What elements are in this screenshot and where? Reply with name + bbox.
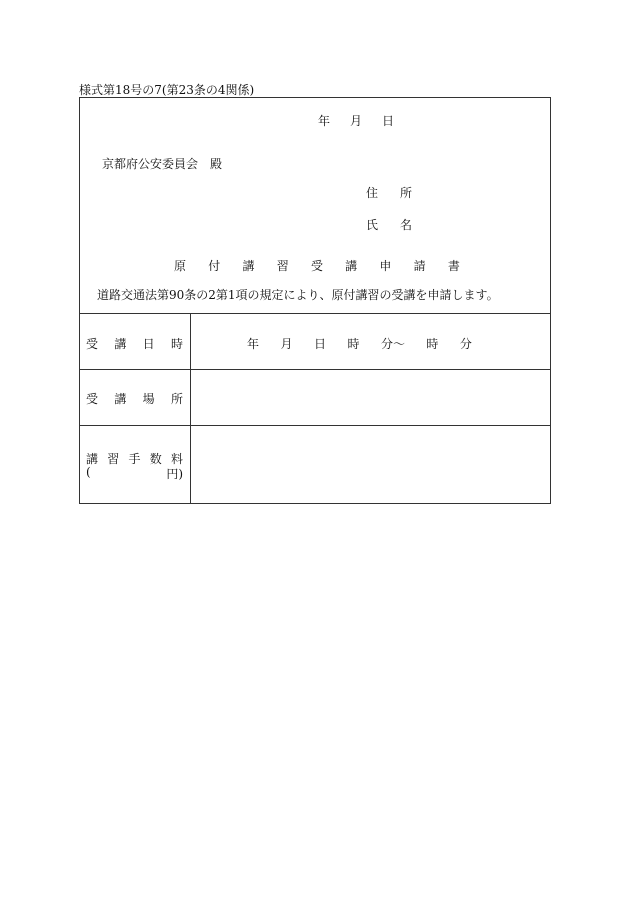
right-edge-mark [550,183,551,239]
month-label: 月 [349,114,362,128]
row-divider-1 [80,369,550,370]
addressee [102,155,222,172]
form-box [79,97,551,504]
form-number: 様式第18号の7(第23条の4関係) [79,83,255,97]
application-statement: 道路交通法第90条の2第1項の規定により、原付講習の受講を申請します。 [97,288,499,302]
fee-yen-line: ( 円) [86,465,183,481]
datetime-value: 年 月 日 時 分〜 時 分 [247,337,472,351]
place-label: 受 講 場 所 [86,392,183,406]
addressee-honorific: 殿 [210,157,223,171]
address-label: 住 所 [366,186,412,200]
name-label: 氏 名 [366,218,412,232]
datetime-label: 受 講 日 時 [86,337,183,351]
addressee-name: 京都府公安委員会 [102,157,199,171]
form-title: 原 付 講 習 受 講 申 請 書 [174,259,460,273]
row-divider-2 [80,425,550,426]
column-divider [190,313,191,504]
year-label: 年 [318,114,331,128]
day-label: 日 [381,114,394,128]
date-line [318,112,394,129]
fee-label: 講 習 手 数 料 [86,452,183,466]
table-top-line [80,313,550,314]
